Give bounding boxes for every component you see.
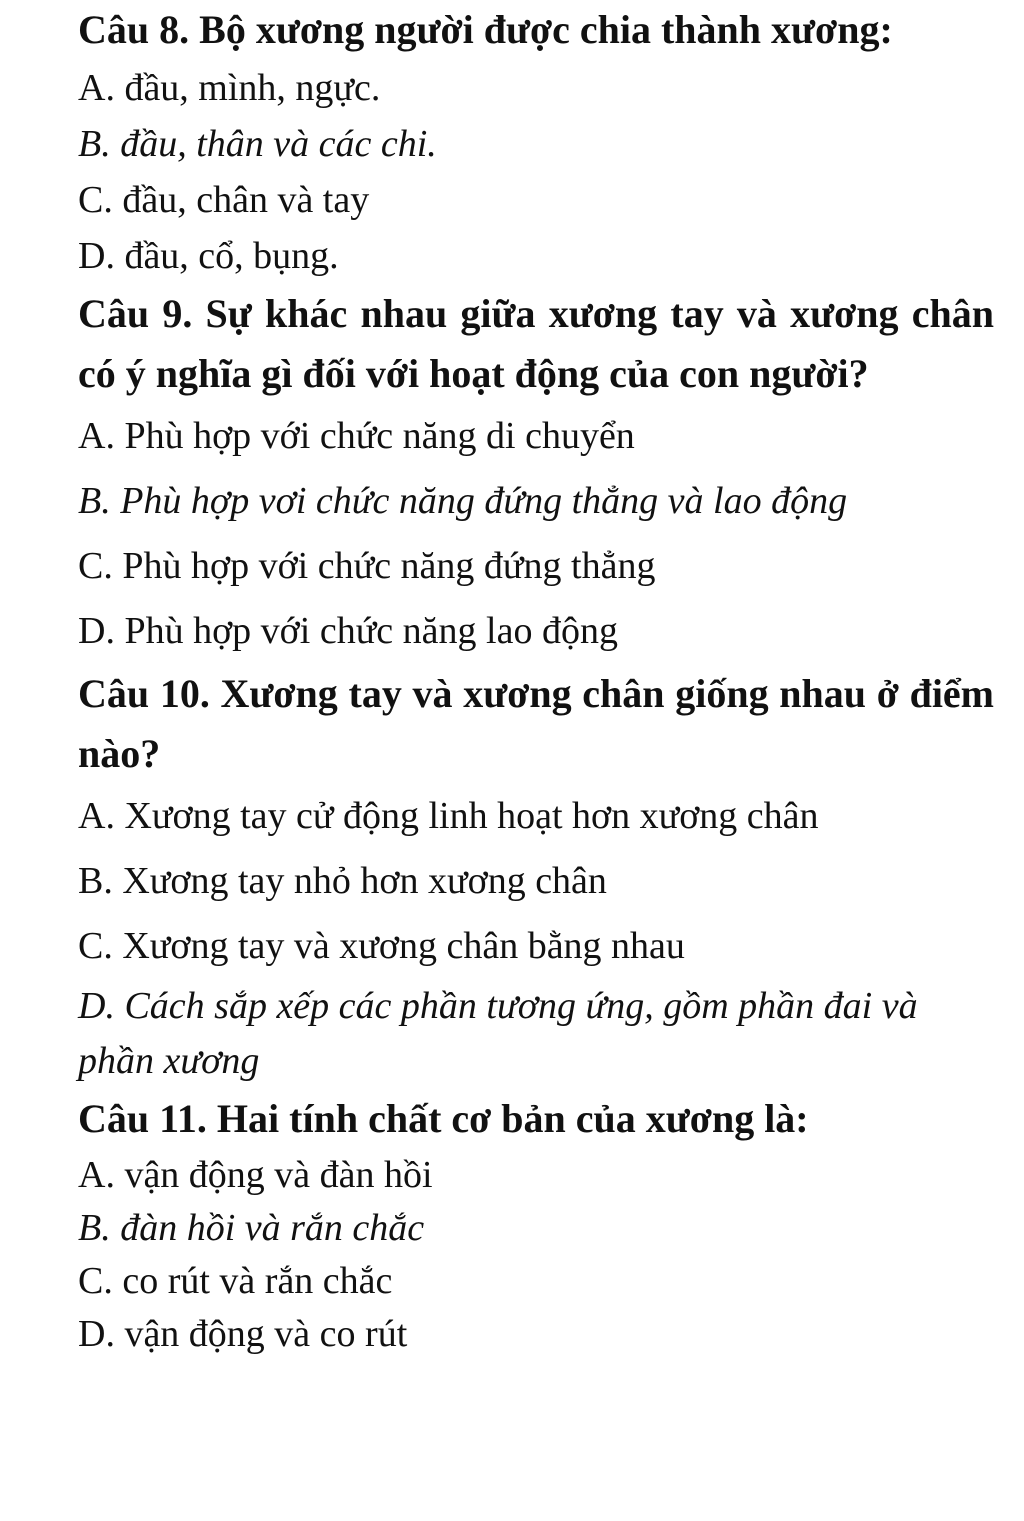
question-10-options xyxy=(78,784,994,1089)
question-9 xyxy=(78,284,994,664)
question-11-option-c: C. co rút và rắn chắc xyxy=(78,1260,393,1302)
question-10-option-d: D. Cách sắp xếp các phần tương ứng, gồm phần đai và phần xương xyxy=(78,985,918,1082)
question-9-options xyxy=(78,404,994,664)
document-page xyxy=(78,0,994,1361)
question-8-option-a: A. đầu, mình, ngực. xyxy=(78,67,381,109)
question-10-title: Câu 10. Xương tay và xương chân giống nhau ở điểm nào? xyxy=(78,671,994,776)
question-8-options xyxy=(78,60,994,284)
question-11-option-d: D. vận động và co rút xyxy=(78,1313,408,1355)
question-8-option-d: D. đầu, cổ, bụng. xyxy=(78,235,339,277)
question-8-title: Câu 8. Bộ xương người được chia thành xương: xyxy=(78,7,893,52)
question-10 xyxy=(78,664,994,1089)
question-9-option-c: C. Phù hợp với chức năng đứng thẳng xyxy=(78,545,656,587)
question-9-option-d: D. Phù hợp với chức năng lao động xyxy=(78,610,618,652)
question-8 xyxy=(78,0,994,284)
question-11-title: Câu 11. Hai tính chất cơ bản của xương là: xyxy=(78,1096,809,1141)
question-10-option-c: C. Xương tay và xương chân bằng nhau xyxy=(78,925,685,967)
question-10-option-b: B. Xương tay nhỏ hơn xương chân xyxy=(78,860,607,902)
question-8-option-c: C. đầu, chân và tay xyxy=(78,179,370,221)
question-9-title: Câu 9. Sự khác nhau giữa xương tay và xương chân có ý nghĩa gì đối với hoạt động của con người? xyxy=(78,291,994,396)
question-9-option-a: A. Phù hợp với chức năng di chuyển xyxy=(78,415,635,457)
question-11-option-b: B. đàn hồi và rắn chắc xyxy=(78,1207,425,1249)
question-9-option-b: B. Phù hợp vơi chức năng đứng thẳng và lao động xyxy=(78,480,848,522)
question-11-options xyxy=(78,1149,994,1361)
question-10-option-a: A. Xương tay cử động linh hoạt hơn xương chân xyxy=(78,795,819,837)
question-8-option-b: B. đầu, thân và các chi. xyxy=(78,123,437,165)
question-11-option-a: A. vận động và đàn hồi xyxy=(78,1154,433,1196)
question-11 xyxy=(78,1089,994,1361)
